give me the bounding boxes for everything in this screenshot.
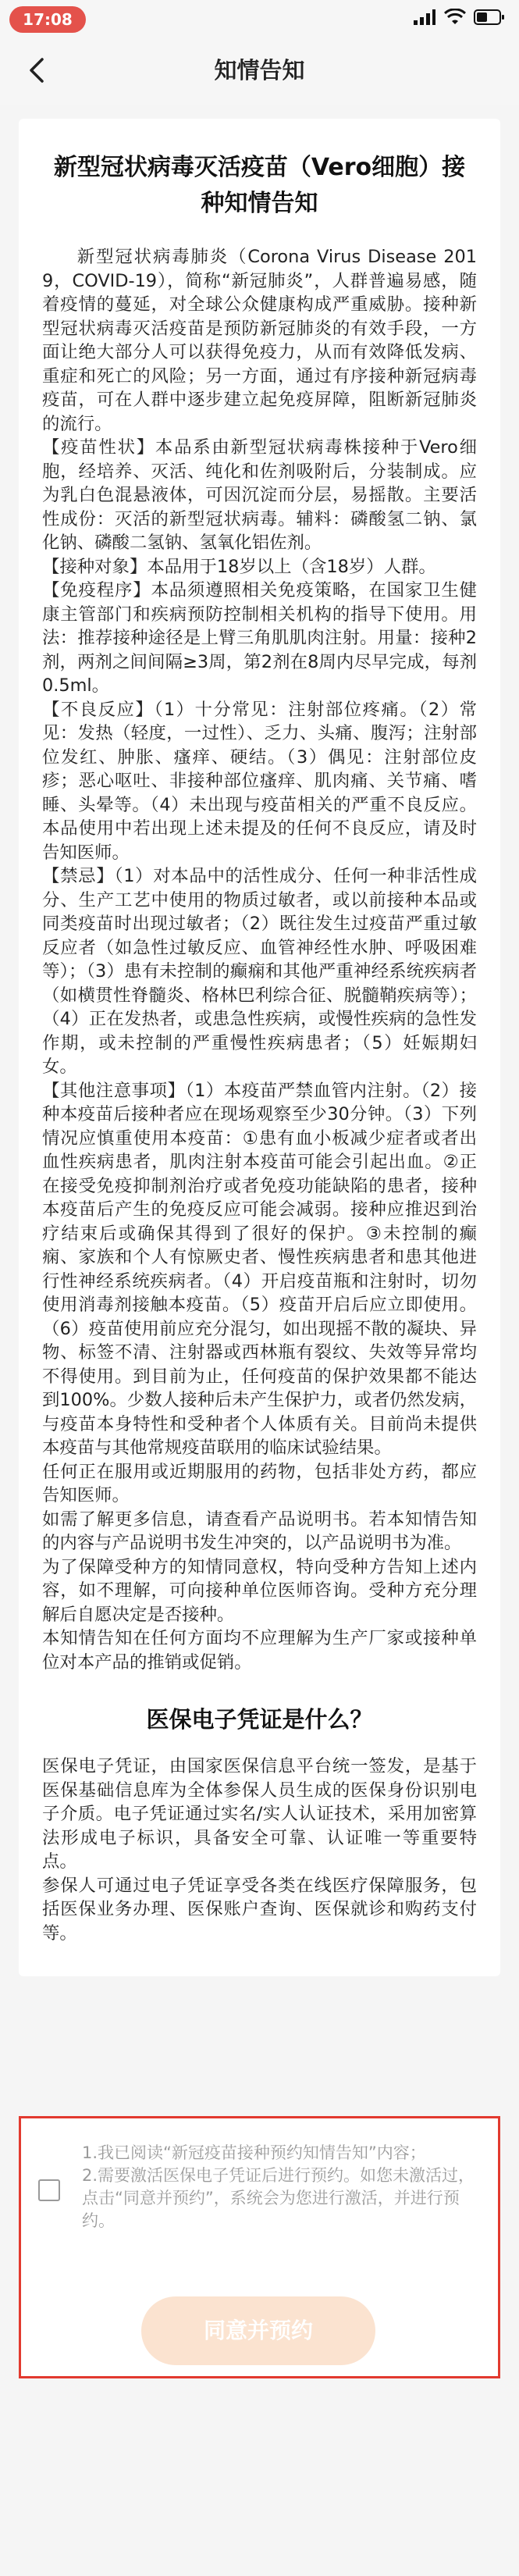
medication-notice-paragraph: 任何正在服用或近期服用的药物，包括非处方药，都应告知医师。 bbox=[42, 1461, 477, 1505]
agree-and-book-button[interactable]: 同意并预约 bbox=[141, 2296, 375, 2365]
disclaimer-paragraph: 本知情告知在任何方面均不应理解为生产厂家或接种单位对本产品的推销或促销。 bbox=[42, 1628, 477, 1673]
intro-paragraph: 新型冠状病毒肺炎（Corona Virus Disease 2019，COVID-19），简称“新冠肺炎”，人群普遍易感，随着疫情的蔓延，对全球公众健康构成严重威胁。接种新型冠状病毒灭活疫苗是预防新冠肺炎的有效手段，一方面让绝大部分人可以获得免疫力，从而有效降低发病、重症和死亡的风险；另一方面，通过有序接种新冠病毒疫苗，可在人群中逐步建立起免疫屏障，阻断新冠肺炎的流行。 bbox=[42, 247, 477, 434]
status-icons bbox=[413, 9, 505, 26]
consent-text bbox=[82, 2142, 481, 2232]
insurance-services-paragraph: 参保人可通过电子凭证享受各类在线医疗保障服务，包括医保业务办理、医保账户查询、医保就诊和购药支付等。 bbox=[42, 1875, 477, 1944]
insurance-section-heading: 医保电子凭证是什么？ bbox=[146, 1706, 373, 1733]
adverse-reactions-paragraph: 【不良反应】（1）十分常见：注射部位疼痛。（2）常见：发热（轻度，一过性）、乏力、头痛、腹泻；注射部位发红、肿胀、瘙痒、硬结。（3）偶见：注射部位皮疹；恶心呕吐、非接种部位瘙痒、肌肉痛、关节痛、嗜睡、头晕等。（4）未出现与疫苗相关的严重不良反应。本品使用中若出现上述未提及的任何不良反应，请及时告知医师。 bbox=[42, 699, 477, 863]
page-title: 知情告知 bbox=[214, 57, 305, 84]
informed-consent-paragraph: 为了保障受种方的知情同意权，特向受种方告知上述内容，如不理解，可向接种单位医师咨询。受种方充分理解后自愿决定是否接种。 bbox=[42, 1556, 477, 1625]
status-bar bbox=[0, 0, 519, 36]
immunization-schedule-paragraph: 【免疫程序】本品须遵照相关免疫策略，在国家卫生健康主管部门和疾病预防控制相关机构的指导下使用。用法：推荐接种途径是上臂三角肌肌肉注射。用量：接种2剂，两剂之间间隔≥3周，第2剂在8周内尽早完成，每剂0.5ml。 bbox=[42, 580, 477, 696]
insurance-definition-paragraph: 医保电子凭证，由国家医保信息平台统一签发，是基于医保基础信息库为全体参保人员生成的医保身份识别电子介质。电子凭证通过实名/实人认证技术，采用加密算法形成电子标识，具备安全可靠、认证唯一等重要特点。 bbox=[42, 1756, 477, 1872]
target-population-paragraph: 【接种对象】本品用于18岁以上（含18岁）人群。 bbox=[42, 556, 436, 577]
vaccine-properties-paragraph: 【疫苗性状】本品系由新型冠状病毒株接种于Vero细胞，经培养、灭活、纯化和佐剂吸附后，分装制成。应为乳白色混悬液体，可因沉淀而分层，易摇散。主要活性成份：灭活的新型冠状病毒。辅料：磷酸氢二钠、氯化钠、磷酸二氢钠、氢氧化铝佐剂。 bbox=[42, 437, 477, 553]
cellular-signal-icon bbox=[413, 9, 436, 26]
consent-panel bbox=[19, 2116, 500, 2378]
battery-icon bbox=[474, 9, 505, 26]
contraindications-paragraph: 【禁忌】（1）对本品中的活性成分、任何一种非活性成分、生产工艺中使用的物质过敏者，或以前接种本品或同类疫苗时出现过敏者；（2）既往发生过疫苗严重过敏反应者（如急性过敏反应、血管神经性水肿、呼吸困难等）；（3）患有未控制的癫痫和其他严重神经系统疾病者（如横贯性脊髓炎、格林巴利综合征、脱髓鞘疾病等）；（4）正在发热者，或患急性疾病，或慢性疾病的急性发作期，或未控制的严重慢性疾病患者；（5）妊娠期妇女。 bbox=[42, 866, 477, 1077]
status-time: 17:08 bbox=[9, 6, 86, 33]
other-precautions-paragraph: 【其他注意事项】（1）本疫苗严禁血管内注射。（2）接种本疫苗后接种者应在现场观察至少30分钟。（3）下列情况应慎重使用本疫苗：①患有血小板减少症者或者出血性疾病患者，肌肉注射本疫苗可能会引起出血。②正在接受免疫抑制剂治疗或者免疫功能缺陷的患者，接种本疫苗后产生的免疫反应可能会减弱。接种应推迟到治疗结束后或确保其得到了很好的保护。③未控制的癫痫、家族和个人有惊厥史者、慢性疾病患者和患其他进行性神经系统疾病者。（4）开启疫苗瓶和注射时，切勿使用消毒剂接触本疫苗。（5）疫苗开启后应立即使用。（6）疫苗使用前应充分混匀，如出现摇不散的凝块、异物、标签不清、注射器或西林瓶有裂纹、失效等异常均不得使用。到目前为止，任何疫苗的保护效果都不能达到100%。少数人接种后未产生保护力，或者仍然发病，与疫苗本身特性和受种者个人体质有关。目前尚未提供本疫苗与其他常规疫苗联用的临床试验结果。 bbox=[42, 1080, 477, 1458]
consent-document-card bbox=[19, 119, 500, 1976]
consent-line-1: 1.我已阅读“新冠疫苗接种预约知情告知”内容； bbox=[82, 2143, 426, 2162]
wifi-icon bbox=[444, 9, 466, 26]
nav-bar bbox=[0, 36, 519, 105]
consent-checkbox[interactable] bbox=[38, 2179, 60, 2201]
more-info-paragraph: 如需了解更多信息，请查看产品说明书。若本知情告知的内容与产品说明书发生冲突的，以产品说明书为准。 bbox=[42, 1509, 477, 1553]
consent-line-2: 2.需要激活医保电子凭证后进行预约。如您未激活过，点击“同意并预约”，系统会为您进行激活，并进行预约。 bbox=[82, 2166, 475, 2230]
document-title: 新型冠状病毒灭活疫苗（Vero细胞）接种知情告知 bbox=[53, 154, 466, 217]
